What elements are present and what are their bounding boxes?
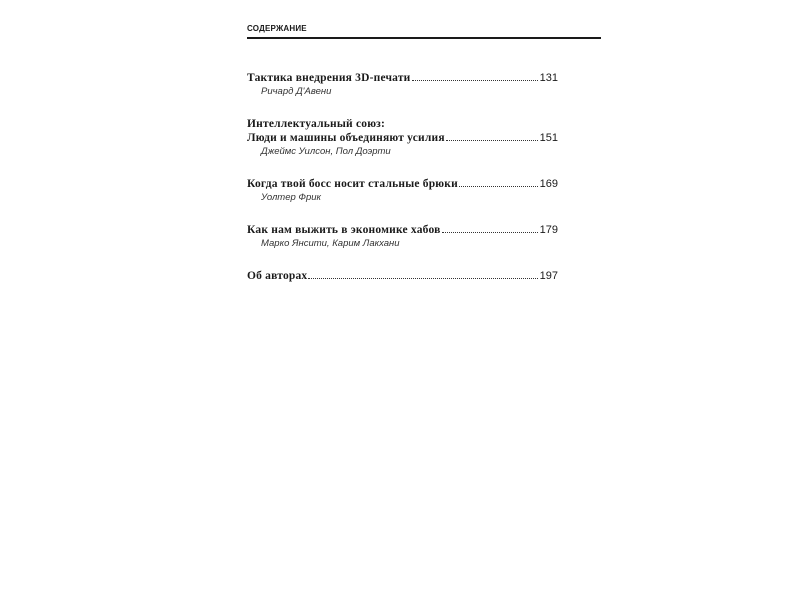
toc-title: Люди и машины объединяют усилия xyxy=(247,132,445,144)
toc-line xyxy=(247,223,558,237)
toc-entry-about-authors xyxy=(247,269,558,283)
dot-leader xyxy=(442,232,538,233)
toc-entry-hub-economy xyxy=(247,223,558,250)
toc-author: Джеймс Уилсон, Пол Доэрти xyxy=(261,146,391,157)
toc-entry-steel-pants xyxy=(247,177,558,204)
dot-leader xyxy=(412,80,538,81)
toc-title: Как нам выжить в экономике хабов xyxy=(247,224,441,236)
toc-entry-3d-printing xyxy=(247,71,558,98)
dot-leader xyxy=(308,278,537,279)
toc-title: Об авторах xyxy=(247,270,308,282)
toc-title-first-line: Интеллектуальный союз: xyxy=(247,118,386,130)
toc-line xyxy=(247,131,558,145)
table-of-contents xyxy=(247,71,558,302)
toc-entry-intellectual-union xyxy=(247,117,558,158)
toc-page-number: 151 xyxy=(539,132,558,144)
toc-page-number: 197 xyxy=(539,270,558,282)
toc-page-number: 169 xyxy=(539,178,558,190)
toc-title: Тактика внедрения 3D-печати xyxy=(247,72,411,84)
toc-page-number: 179 xyxy=(539,224,558,236)
toc-line xyxy=(247,71,558,85)
toc-page-number: 131 xyxy=(539,72,558,84)
toc-author: Марко Янсити, Карим Лакхани xyxy=(261,238,400,249)
toc-title: Когда твой босс носит стальные брюки xyxy=(247,178,458,190)
toc-author: Уолтер Фрик xyxy=(261,192,322,203)
dot-leader xyxy=(446,140,538,141)
dot-leader xyxy=(459,186,538,187)
toc-line xyxy=(247,269,558,283)
page-header xyxy=(247,24,601,39)
toc-line xyxy=(247,177,558,191)
header-rule xyxy=(247,37,601,39)
section-title: СОДЕРЖАНИЕ xyxy=(247,24,307,33)
toc-author: Ричард Д'Авени xyxy=(261,86,332,97)
